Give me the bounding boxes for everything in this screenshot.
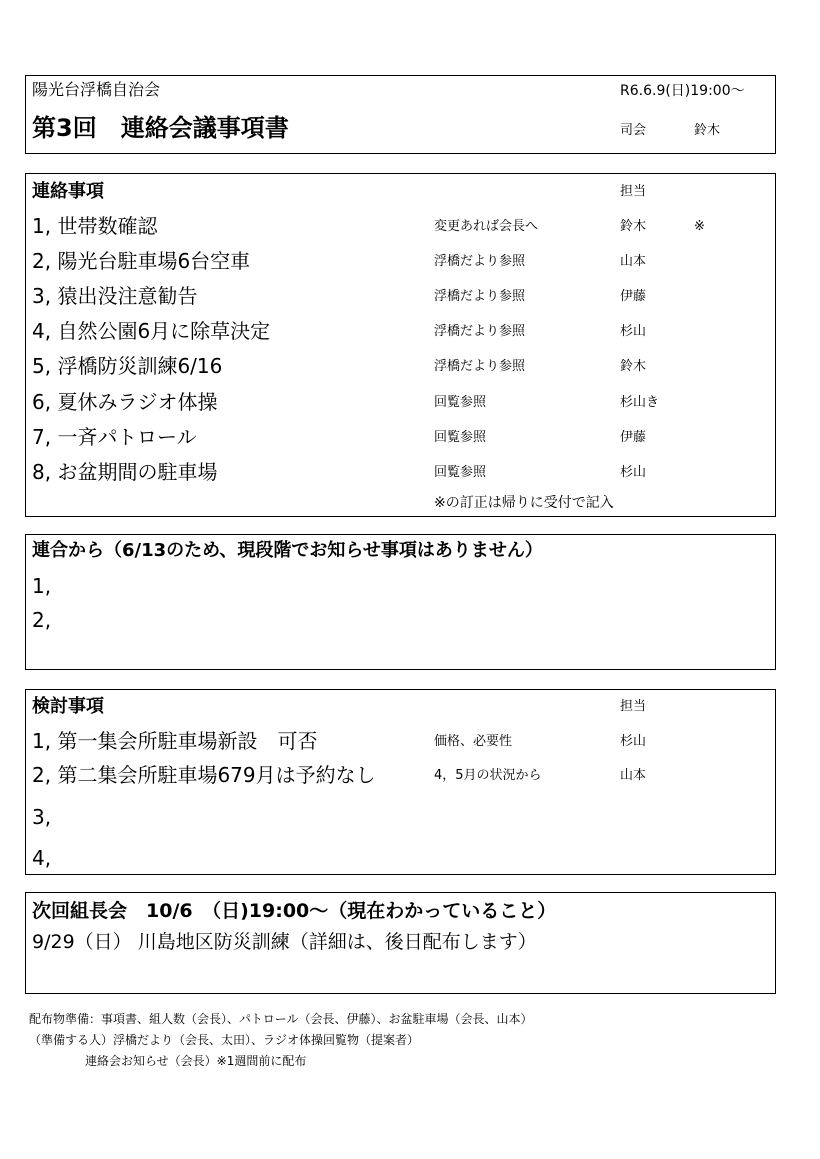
item-text: 4, 自然公園6月に除草決定 bbox=[32, 319, 271, 343]
item-note: 浮橋だより参照 bbox=[434, 254, 526, 269]
kento-heading: 検討事項 bbox=[32, 696, 104, 717]
item-person: 杉山 bbox=[620, 324, 647, 339]
page-title: 第3回 連絡会議事項書 bbox=[32, 114, 289, 142]
item-person: 山本 bbox=[620, 768, 647, 783]
next-line: 9/29（日） 川島地区防災訓練（詳細は、後日配布します） bbox=[32, 931, 537, 953]
rengo-item: 1, bbox=[32, 574, 52, 598]
renraku-footnote: ※の訂正は帰りに受付で記入 bbox=[434, 495, 614, 511]
chair-label: 司会 bbox=[620, 123, 647, 138]
item-person: 杉山き bbox=[620, 395, 660, 410]
item-text: 4, bbox=[32, 846, 52, 870]
org-name: 陽光台浮橋自治会 bbox=[32, 80, 161, 99]
item-note: 回覧参照 bbox=[434, 465, 487, 480]
rengo-item: 2, bbox=[32, 608, 52, 632]
renraku-section bbox=[25, 173, 776, 517]
item-note: 変更あれば会長へ bbox=[434, 219, 539, 234]
rengo-section bbox=[25, 534, 776, 670]
footer-line-3: 連絡会お知らせ（会長）※1週間前に配布 bbox=[85, 1054, 307, 1068]
item-note: 浮橋だより参照 bbox=[434, 289, 526, 304]
renraku-heading: 連絡事項 bbox=[32, 181, 104, 202]
meeting-datetime: R6.6.9(日)19:00～ bbox=[620, 83, 745, 99]
kento-tanto-label: 担当 bbox=[620, 699, 647, 714]
item-note: 価格、必要性 bbox=[434, 734, 513, 749]
next-meeting-section bbox=[25, 892, 776, 994]
item-person: 杉山 bbox=[620, 465, 647, 480]
item-text: 3, 猿出没注意勧告 bbox=[32, 284, 198, 308]
kento-section bbox=[25, 689, 776, 875]
item-text: 2, 第二集会所駐車場679月は予約なし bbox=[32, 763, 376, 787]
item-text: 1, 第一集会所駐車場新設 可否 bbox=[32, 729, 318, 753]
rengo-heading: 連合から（6/13のため、現段階でお知らせ事項はありません） bbox=[32, 540, 543, 561]
item-person: 鈴木 bbox=[620, 219, 647, 234]
item-note: 4，5月の状況から bbox=[434, 768, 542, 783]
item-text: 5, 浮橋防災訓練6/16 bbox=[32, 354, 223, 378]
item-text: 7, 一斉パトロール bbox=[32, 425, 197, 449]
item-person: 鈴木 bbox=[620, 359, 647, 374]
renraku-tanto-label: 担当 bbox=[620, 184, 647, 199]
item-text: 6, 夏休みラジオ体操 bbox=[32, 390, 218, 414]
item-note: 回覧参照 bbox=[434, 430, 487, 445]
item-text: 2, 陽光台駐車場6台空車 bbox=[32, 249, 251, 273]
item-text: 3, bbox=[32, 805, 52, 829]
item-mark: ※ bbox=[694, 219, 705, 234]
item-person: 伊藤 bbox=[620, 430, 647, 445]
item-note: 浮橋だより参照 bbox=[434, 359, 526, 374]
header-box bbox=[25, 75, 776, 154]
footer-line-1: 配布物準備：事項書、組人数（会長）、パトロール（会長、伊藤）、お盆駐車場（会長、山本） bbox=[29, 1012, 533, 1026]
item-text: 1, 世帯数確認 bbox=[32, 214, 158, 238]
next-heading: 次回組長会 10/6 （日)19:00～（現在わかっていること） bbox=[32, 900, 557, 922]
footer-line-2: （準備する人）浮橋だより（会長、太田）、ラジオ体操回覧物（提案者） bbox=[29, 1033, 420, 1047]
chair-name: 鈴木 bbox=[694, 123, 721, 138]
item-note: 回覧参照 bbox=[434, 395, 487, 410]
item-person: 杉山 bbox=[620, 734, 647, 749]
item-person: 伊藤 bbox=[620, 289, 647, 304]
item-note: 浮橋だより参照 bbox=[434, 324, 526, 339]
item-text: 8, お盆期間の駐車場 bbox=[32, 460, 218, 484]
item-person: 山本 bbox=[620, 254, 647, 269]
